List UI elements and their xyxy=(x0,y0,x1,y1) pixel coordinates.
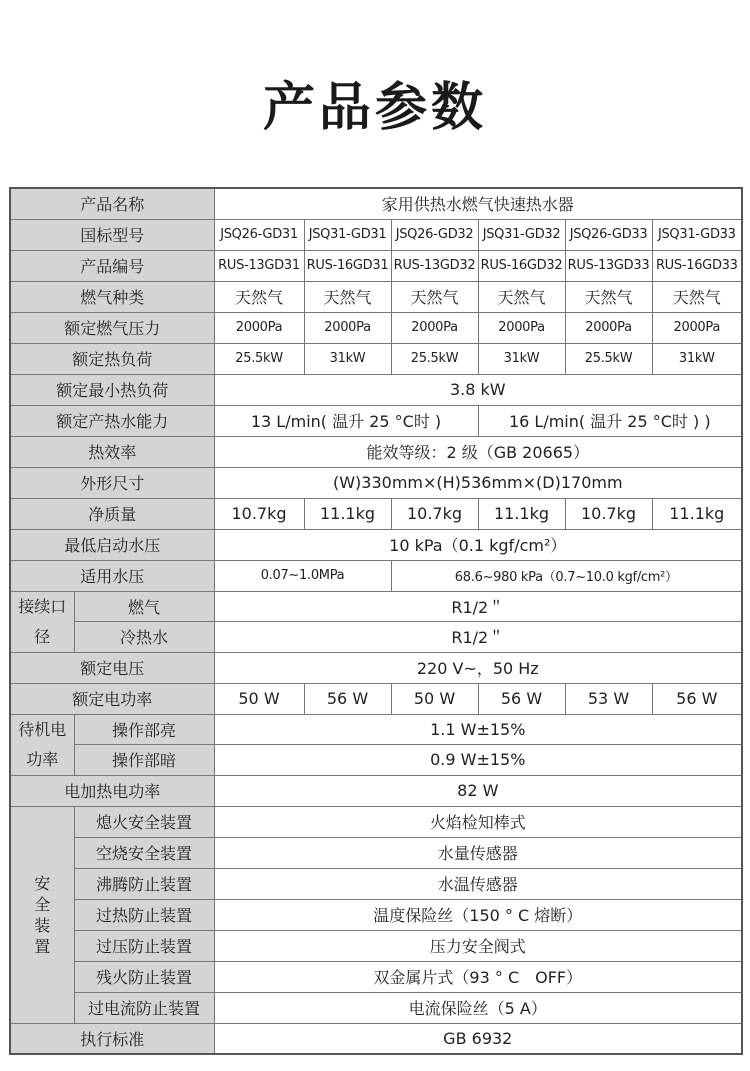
row-dimensions xyxy=(10,467,742,498)
power-cell: 56 W xyxy=(652,683,742,714)
row-safety-2 xyxy=(10,868,742,899)
code-cell: RUS-13GD33 xyxy=(565,250,652,281)
value-min-start-pressure: 10 kPa（0.1 kgf/cm²） xyxy=(214,529,742,560)
label-power: 额定电功率 xyxy=(10,683,214,714)
power-cell: 50 W xyxy=(391,683,478,714)
model-cell: JSQ26-GD31 xyxy=(214,219,304,250)
row-safety-6 xyxy=(10,992,742,1023)
label-gas-type: 燃气种类 xyxy=(10,281,214,312)
label-safety-item: 沸腾防止装置 xyxy=(74,868,214,899)
row-product-name xyxy=(10,188,742,219)
row-standby-bright xyxy=(10,714,742,745)
code-cell: RUS-16GD33 xyxy=(652,250,742,281)
power-cell: 56 W xyxy=(304,683,391,714)
label-efficiency: 热效率 xyxy=(10,436,214,467)
net-weight-cell: 11.1kg xyxy=(478,498,565,529)
net-weight-cell: 10.7kg xyxy=(565,498,652,529)
row-product-code xyxy=(10,250,742,281)
row-electric-heating xyxy=(10,775,742,806)
value-min-heat-load: 3.8 kW xyxy=(214,374,742,405)
spec-table xyxy=(9,187,743,1055)
model-cell: JSQ31-GD31 xyxy=(304,219,391,250)
power-cell: 53 W xyxy=(565,683,652,714)
row-standard-model xyxy=(10,219,742,250)
gas-type-cell: 天然气 xyxy=(391,281,478,312)
label-standby-bright: 操作部亮 xyxy=(74,714,214,745)
label-safety-item: 熄火安全装置 xyxy=(74,806,214,837)
row-hot-water-capacity xyxy=(10,405,742,436)
safety-group-char: 置 xyxy=(34,936,51,956)
gas-pressure-cell: 2000Pa xyxy=(565,312,652,343)
heat-load-cell: 31kW xyxy=(478,343,565,374)
label-dimensions: 外形尺寸 xyxy=(10,467,214,498)
value-voltage: 220 V~，50 Hz xyxy=(214,652,742,683)
code-cell: RUS-16GD31 xyxy=(304,250,391,281)
heat-load-cell: 31kW xyxy=(652,343,742,374)
label-min-start-pressure: 最低启动水压 xyxy=(10,529,214,560)
label-product-code: 产品编号 xyxy=(10,250,214,281)
row-voltage xyxy=(10,652,742,683)
value-product-name: 家用供热水燃气快速热水器 xyxy=(214,188,742,219)
row-heat-load xyxy=(10,343,742,374)
value-standby-dark: 0.9 W±15% xyxy=(214,745,742,776)
model-cell: JSQ31-GD32 xyxy=(478,219,565,250)
value-safety-item: 温度保险丝（150 ° C 熔断） xyxy=(214,899,742,930)
heat-load-cell: 25.5kW xyxy=(214,343,304,374)
label-gas-pressure: 额定燃气压力 xyxy=(10,312,214,343)
value-standard: GB 6932 xyxy=(214,1023,742,1054)
label-standard-model: 国标型号 xyxy=(10,219,214,250)
label-electric-heating: 电加热电功率 xyxy=(10,775,214,806)
safety-group-char: 安 xyxy=(34,873,51,893)
hot-water-capacity-cell: 13 L/min( 温升 25 °C时 ) xyxy=(214,405,478,436)
hot-water-capacity-cell: 16 L/min( 温升 25 °C时 ) ) xyxy=(478,405,742,436)
value-dimensions: (W)330mm×(H)536mm×(D)170mm xyxy=(214,467,742,498)
row-net-weight xyxy=(10,498,742,529)
label-min-heat-load: 额定最小热负荷 xyxy=(10,374,214,405)
label-safety-item: 空烧安全装置 xyxy=(74,837,214,868)
label-heat-load: 额定热负荷 xyxy=(10,343,214,374)
value-efficiency: 能效等级：2 级（GB 20665） xyxy=(214,436,742,467)
label-product-name: 产品名称 xyxy=(10,188,214,219)
gas-pressure-cell: 2000Pa xyxy=(478,312,565,343)
safety-group-char: 装 xyxy=(34,915,51,935)
code-cell: RUS-13GD31 xyxy=(214,250,304,281)
value-electric-heating: 82 W xyxy=(214,775,742,806)
power-cell: 56 W xyxy=(478,683,565,714)
value-safety-item: 压力安全阀式 xyxy=(214,930,742,961)
row-min-heat-load xyxy=(10,374,742,405)
value-safety-item: 火焰检知棒式 xyxy=(214,806,742,837)
gas-pressure-cell: 2000Pa xyxy=(652,312,742,343)
model-cell: JSQ26-GD33 xyxy=(565,219,652,250)
value-standby-bright: 1.1 W±15% xyxy=(214,714,742,745)
gas-pressure-cell: 2000Pa xyxy=(391,312,478,343)
row-efficiency xyxy=(10,436,742,467)
page-title: 产品参数 xyxy=(262,78,487,138)
label-hot-water-capacity: 额定产热水能力 xyxy=(10,405,214,436)
safety-group-char: 全 xyxy=(34,894,51,914)
label-safety-item: 过电流防止装置 xyxy=(74,992,214,1023)
value-safety-item: 电流保险丝（5 A） xyxy=(214,992,742,1023)
model-cell: JSQ26-GD32 xyxy=(391,219,478,250)
row-safety-0 xyxy=(10,806,742,837)
power-cell: 50 W xyxy=(214,683,304,714)
net-weight-cell: 11.1kg xyxy=(304,498,391,529)
row-gas-pressure xyxy=(10,312,742,343)
water-pressure-cell: 0.07~1.0MPa xyxy=(214,560,391,591)
label-connection-water: 冷热水 xyxy=(74,622,214,653)
gas-type-cell: 天然气 xyxy=(304,281,391,312)
gas-type-cell: 天然气 xyxy=(478,281,565,312)
row-safety-5 xyxy=(10,961,742,992)
net-weight-cell: 10.7kg xyxy=(391,498,478,529)
gas-pressure-cell: 2000Pa xyxy=(304,312,391,343)
label-net-weight: 净质量 xyxy=(10,498,214,529)
net-weight-cell: 11.1kg xyxy=(652,498,742,529)
heat-load-cell: 25.5kW xyxy=(391,343,478,374)
row-gas-type xyxy=(10,281,742,312)
row-safety-3 xyxy=(10,899,742,930)
gas-type-cell: 天然气 xyxy=(565,281,652,312)
value-safety-item: 水温传感器 xyxy=(214,868,742,899)
row-water-pressure xyxy=(10,560,742,591)
label-safety-item: 过压防止装置 xyxy=(74,930,214,961)
row-standard xyxy=(10,1023,742,1054)
value-connection-water: R1/2＂ xyxy=(214,622,742,653)
gas-pressure-cell: 2000Pa xyxy=(214,312,304,343)
value-safety-item: 水量传感器 xyxy=(214,837,742,868)
heat-load-cell: 25.5kW xyxy=(565,343,652,374)
code-cell: RUS-16GD32 xyxy=(478,250,565,281)
row-min-start-pressure xyxy=(10,529,742,560)
model-cell: JSQ31-GD33 xyxy=(652,219,742,250)
row-standby-dark xyxy=(10,745,742,776)
code-cell: RUS-13GD32 xyxy=(391,250,478,281)
label-standby-dark: 操作部暗 xyxy=(74,745,214,776)
label-standby-group: 待机电功率 xyxy=(10,714,74,775)
row-safety-4 xyxy=(10,930,742,961)
value-safety-item: 双金属片式（93 ° C OFF） xyxy=(214,961,742,992)
label-connection-group: 接续口径 xyxy=(10,591,74,652)
label-safety-group xyxy=(10,806,74,1023)
label-connection-gas: 燃气 xyxy=(74,591,214,622)
row-connection-water xyxy=(10,622,742,653)
label-safety-item: 过热防止装置 xyxy=(74,899,214,930)
gas-type-cell: 天然气 xyxy=(214,281,304,312)
row-connection-gas xyxy=(10,591,742,622)
gas-type-cell: 天然气 xyxy=(652,281,742,312)
label-safety-item: 残火防止装置 xyxy=(74,961,214,992)
label-standard: 执行标准 xyxy=(10,1023,214,1054)
row-safety-1 xyxy=(10,837,742,868)
value-connection-gas: R1/2＂ xyxy=(214,591,742,622)
label-water-pressure: 适用水压 xyxy=(10,560,214,591)
net-weight-cell: 10.7kg xyxy=(214,498,304,529)
water-pressure-cell: 68.6~980 kPa（0.7~10.0 kgf/cm²） xyxy=(391,560,742,591)
label-voltage: 额定电压 xyxy=(10,652,214,683)
heat-load-cell: 31kW xyxy=(304,343,391,374)
row-power xyxy=(10,683,742,714)
